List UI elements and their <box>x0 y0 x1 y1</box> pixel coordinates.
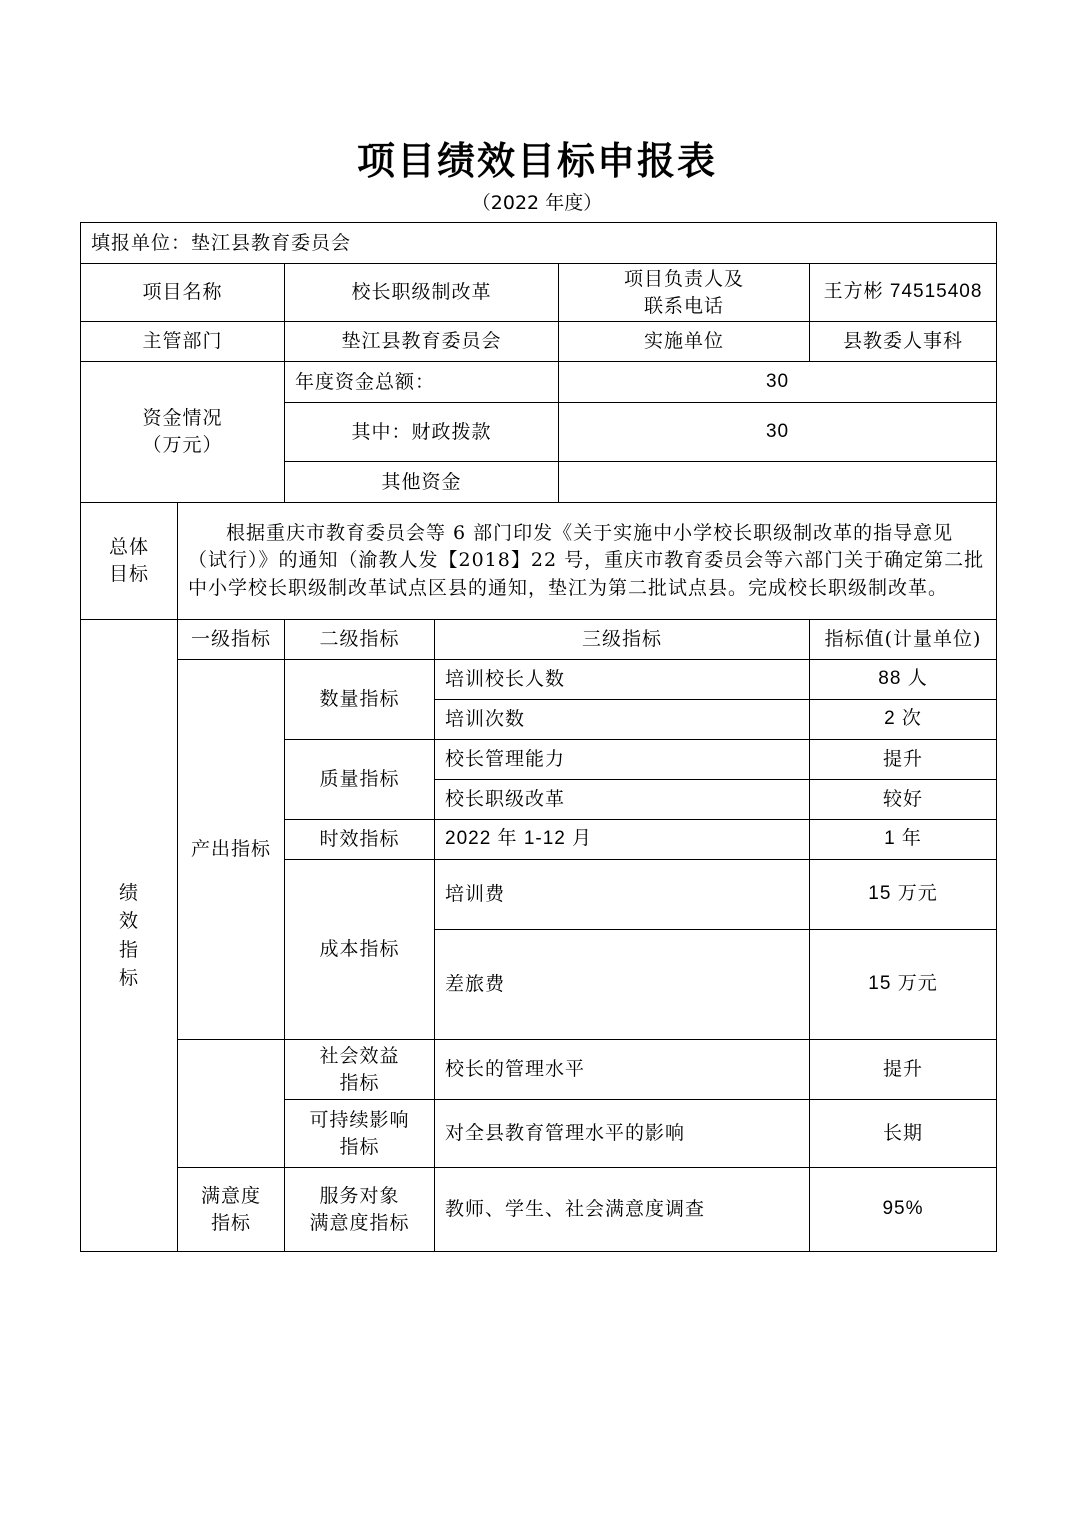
row-q2-name: 培训次数 <box>435 700 810 740</box>
impl-unit-value: 县教委人事科 <box>810 322 997 362</box>
row-sa1-name: 教师、学生、社会满意度调查 <box>435 1168 810 1252</box>
project-name-label: 项目名称 <box>81 264 285 322</box>
goal-text: 根据重庆市教育委员会等 6 部门印发《关于实施中小学校长职级制改革的指导意见（试行）》的通知（渝教人发【2018】22 号，重庆市教育委员会等六部门关于确定第二批中小学校长职级制改革试点区县的通知，垫江为第二批试点县。完成校长职级制改革。 <box>178 503 997 620</box>
satisfaction-label: 满意度 指标 <box>178 1168 285 1252</box>
project-name-value: 校长职级制改革 <box>285 264 559 322</box>
page-title: 项目绩效目标申报表 <box>356 138 717 183</box>
dept-label: 主管部门 <box>81 322 285 362</box>
row-c1-value: 15 万元 <box>810 860 997 930</box>
row-t1-value: 1 年 <box>810 820 997 860</box>
fund-total-label: 年度资金总额： <box>285 362 559 403</box>
fund-fiscal-label: 其中：财政拨款 <box>285 403 559 462</box>
fund-label: 资金情况 （万元） <box>81 362 285 503</box>
project-contact-label: 项目负责人及 联系电话 <box>559 264 810 322</box>
row-su1-name: 对全县教育管理水平的影响 <box>435 1100 810 1168</box>
row-c1-name: 培训费 <box>435 860 810 930</box>
row-ql1-value: 提升 <box>810 740 997 780</box>
row-s1-value: 提升 <box>810 1040 997 1100</box>
row-c2-name: 差旅费 <box>435 930 810 1040</box>
header-value: 指标值(计量单位) <box>810 620 997 660</box>
perf-label: 绩 效 指 标 <box>81 620 178 1252</box>
social-label: 社会效益 指标 <box>285 1040 435 1100</box>
row-sa1-value: 95% <box>810 1168 997 1252</box>
fund-fiscal-value: 30 <box>559 403 997 462</box>
sustain-label: 可持续影响 指标 <box>285 1100 435 1168</box>
row-c2-value: 15 万元 <box>810 930 997 1040</box>
row-t1-name: 2022 年 1-12 月 <box>435 820 810 860</box>
fund-other-label: 其他资金 <box>285 462 559 503</box>
row-q1-name: 培训校长人数 <box>435 660 810 700</box>
row-ql2-name: 校长职级改革 <box>435 780 810 820</box>
impl-unit-label: 实施单位 <box>559 322 810 362</box>
service-label: 服务对象 满意度指标 <box>285 1168 435 1252</box>
project-contact-value: 王方彬 74515408 <box>810 264 997 322</box>
time-label: 时效指标 <box>285 820 435 860</box>
dept-value: 垫江县教育委员会 <box>285 322 559 362</box>
header-level2: 二级指标 <box>285 620 435 660</box>
output-label: 产出指标 <box>178 660 285 1040</box>
fund-total-value: 30 <box>559 362 997 403</box>
filler-unit: 填报单位：垫江县教育委员会 <box>81 223 997 264</box>
performance-form-table <box>80 222 997 1252</box>
row-ql1-name: 校长管理能力 <box>435 740 810 780</box>
fund-other-value <box>559 462 997 503</box>
quantity-label: 数量指标 <box>285 660 435 740</box>
row-s1-name: 校长的管理水平 <box>435 1040 810 1100</box>
goal-label: 总体 目标 <box>81 503 178 620</box>
row-q1-value: 88 人 <box>810 660 997 700</box>
row-ql2-value: 较好 <box>810 780 997 820</box>
quality-label: 质量指标 <box>285 740 435 820</box>
effect-label <box>178 1040 285 1168</box>
page-subtitle: （2022 年度） <box>471 192 603 214</box>
cost-label: 成本指标 <box>285 860 435 1040</box>
row-q2-value: 2 次 <box>810 700 997 740</box>
header-level3: 三级指标 <box>435 620 810 660</box>
row-su1-value: 长期 <box>810 1100 997 1168</box>
header-level1: 一级指标 <box>178 620 285 660</box>
